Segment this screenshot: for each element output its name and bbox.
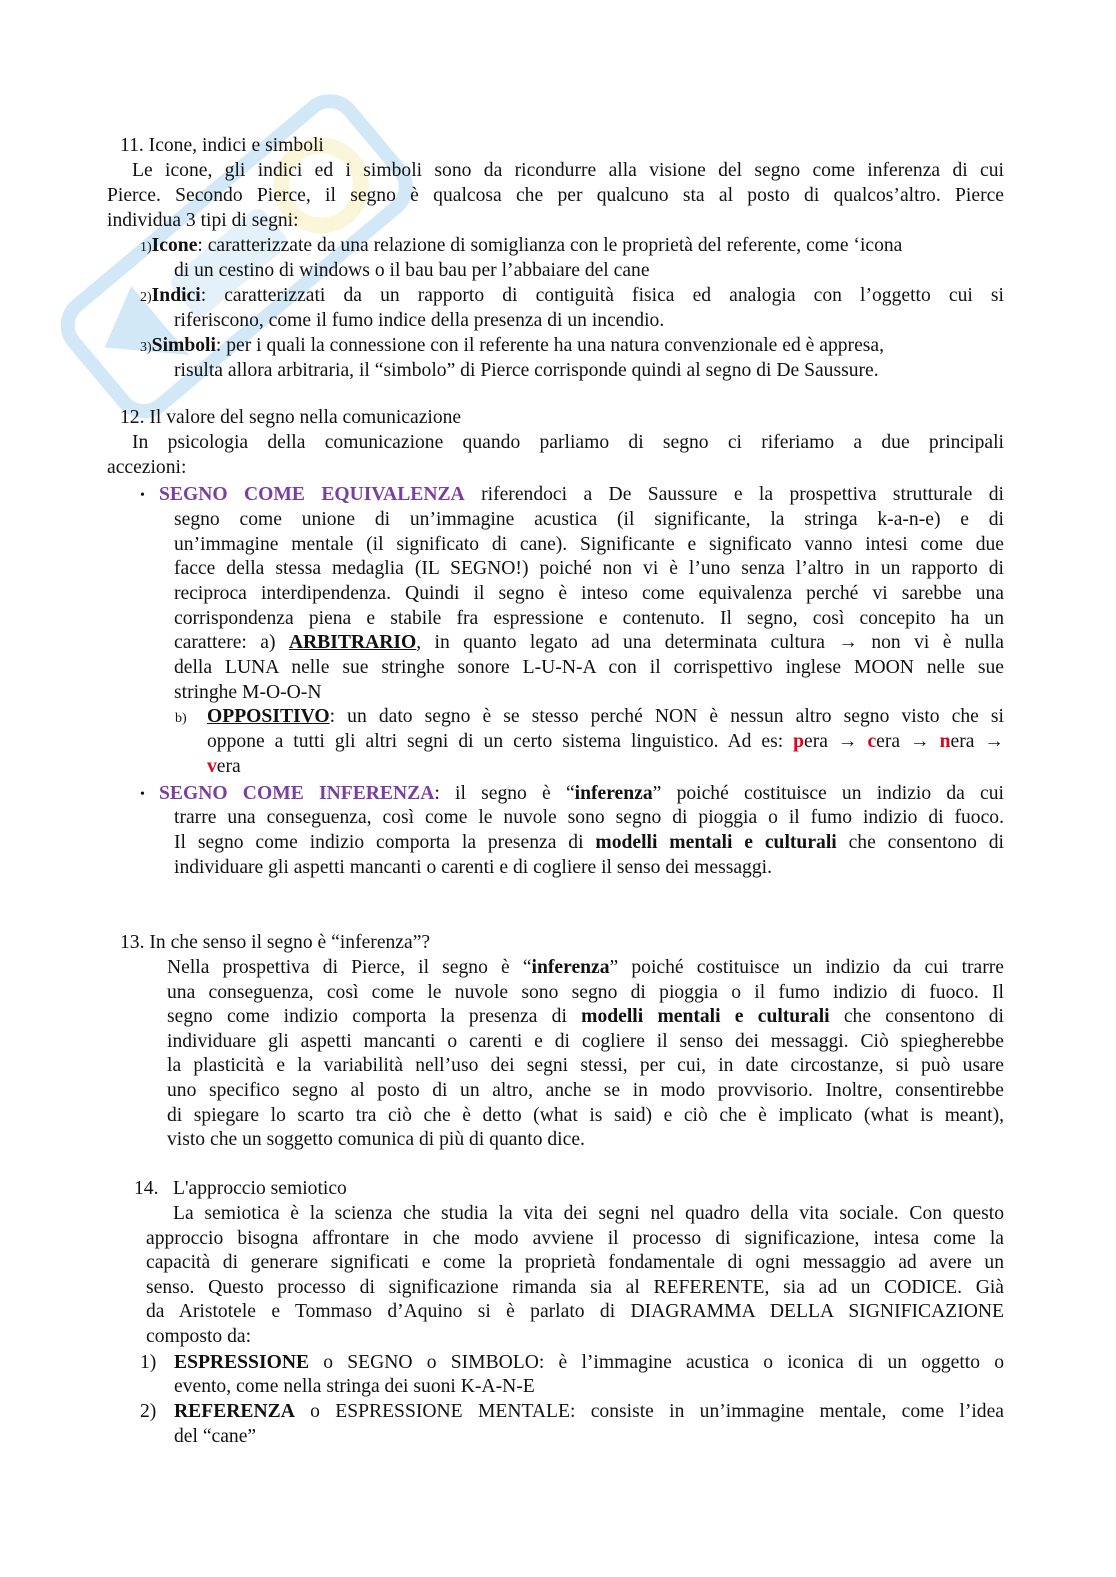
bullet-text-line: trarre una conseguenza, così come le nuvole sono segno di pioggia o il fumo indizio di fuoco.: [174, 807, 1004, 828]
oppositivo-line: [207, 705, 1004, 730]
sec11-paragraph-line: Le icone, gli indici ed i simboli sono da ricondurre alla visione del segno come inferenza di cui: [132, 160, 1004, 181]
section-12-heading: 12. Il valore del segno nella comunicazione: [120, 407, 462, 428]
bullet-text: Il segno come indizio comporta la presenza di: [174, 832, 596, 853]
bullet-text-line: facce della stessa medaglia (IL SEGNO!) poiché non vi è l’uno senza l’altro in un rapporto di: [174, 558, 1004, 579]
list-item-continuation: di un cestino di windows o il bau bau per l’abbaiare del cane: [174, 260, 650, 281]
list-item-simboli: [140, 334, 884, 361]
bullet-text-line: stringhe M-O-O-N: [174, 682, 322, 703]
term-referenza: REFERENZA: [174, 1401, 295, 1422]
oppositivo-example-line: [207, 755, 241, 780]
bullet-text: , in quanto legato ad una determinata cultura → non vi è nulla: [416, 632, 1004, 653]
sec11-paragraph-line: individua 3 tipi di segni:: [107, 210, 299, 231]
bullet-point: •: [140, 488, 145, 503]
example-word: era →: [876, 731, 940, 752]
oppositivo-example-line: [207, 730, 1004, 755]
sec13-text: segno come indizio comporta la presenza di: [167, 1006, 582, 1027]
list-text: o SEGNO o SIMBOLO: è l’immagine acustica o iconica di un oggetto o: [309, 1352, 1004, 1373]
bullet-text: che consentono di: [836, 832, 1005, 853]
bullet-text-line: della LUNA nelle sue stringhe sonore L-U-N-A con il corrispettivo inglese MOON nelle sue: [174, 657, 1004, 678]
list-text: : caratterizzate da una relazione di somiglianza con le proprietà del referente, come ‘icona: [197, 235, 903, 256]
bullet-text-line: [174, 631, 1004, 656]
example-word: era →: [804, 731, 868, 752]
bullet-text: carattere: a): [174, 632, 289, 653]
sec13-text: che consentono di: [829, 1006, 1004, 1027]
list-item-continuation: evento, come nella stringa dei suoni K-A-N-E: [174, 1376, 535, 1397]
bullet-text: : il segno è “: [434, 783, 575, 804]
sec12-paragraph-line: accezioni:: [107, 457, 187, 478]
bullet-text: oppone a tutti gli altri segni di un certo sistema linguistico. Ad es:: [207, 731, 794, 752]
sec14-line: senso. Questo processo di significazione rimanda sia al REFERENTE, sia ad un CODICE. Già: [146, 1277, 1004, 1298]
term-inferenza: inferenza: [574, 783, 653, 804]
bullet-text-line: segno come unione di un’immagine acustica (il significante, la stringa k-a-n-e) e di: [174, 509, 1004, 530]
list-number: 2): [140, 290, 152, 305]
list-number: 1): [140, 1352, 157, 1373]
list-item-continuation: risulta allora arbitraria, il “simbolo” di Pierce corrisponde quindi al segno di De Saussure.: [174, 360, 879, 381]
example-letter-n: n: [939, 731, 951, 752]
section-11-heading: 11. Icone, indici e simboli: [120, 135, 324, 156]
bullet-text-line: reciproca interdipendenza. Quindi il segno è inteso come equivalenza perché vi sarebbe una: [174, 583, 1004, 604]
term-inferenza: inferenza: [531, 957, 610, 978]
term-modelli-mentali: modelli mentali e culturali: [595, 832, 837, 853]
term-oppositivo: OPPOSITIVO: [207, 706, 330, 727]
term-arbitrario: ARBITRARIO: [288, 632, 417, 653]
term-segno-equivalenza: SEGNO COME EQUIVALENZA: [159, 484, 465, 505]
sec13-text: Nella prospettiva di Pierce, il segno è “: [167, 957, 532, 978]
example-letter-v: v: [207, 756, 217, 777]
term-espressione: ESPRESSIONE: [174, 1352, 310, 1373]
sec13-line: una conseguenza, così come le nuvole sono segno di pioggia o il fumo indizio di fuoco. Il: [167, 982, 1004, 1003]
sec13-text: ” poiché costituisce un indizio da cui trarre: [609, 957, 1004, 978]
list-item-continuation: del “cane”: [174, 1426, 257, 1447]
sec13-line: individuare gli aspetti mancanti o carenti e di cogliere il senso dei messaggi. Ciò spiegherebbe: [167, 1031, 1004, 1052]
sec13-line: di spiegare lo scarto tra ciò che è detto (what is said) e ciò che è implicato (what is meant),: [167, 1105, 1004, 1126]
list-item-referenza: [174, 1400, 1004, 1425]
bullet-text: riferendoci a De Saussure e la prospettiva strutturale di: [464, 484, 1005, 505]
bullet-text-line: un’immagine mentale (il significato di cane). Significante e significato vanno intesi come due: [174, 534, 1004, 555]
list-text: : per i quali la connessione con il referente ha una natura convenzionale ed è appresa,: [215, 335, 884, 356]
list-text: : caratterizzati da un rapporto di contiguità fisica ed analogia con l’oggetto cui si: [200, 285, 1004, 306]
sec13-line: [167, 1005, 1004, 1030]
term-icone: Icone: [151, 235, 198, 256]
list-item-espressione: [174, 1351, 1004, 1376]
sec14-line: La semiotica è la scienza che studia la vita dei segni nel quadro della vita sociale. Con questo: [173, 1203, 1004, 1224]
sec11-paragraph-line: Pierce. Secondo Pierce, il segno è qualcosa che per qualcuno sta al posto di qualcos’altro. Pierce: [107, 185, 1004, 206]
sub-list-letter: b): [175, 711, 187, 726]
sec14-line: da Aristotele e Tommaso d’Aquino si è parlato di DIAGRAMMA DELLA SIGNIFICAZIONE: [146, 1301, 1004, 1322]
sec13-line: la plasticità e la variabilità nell’uso dei segni stessi, per cui, in date circostanze, si può usare: [167, 1055, 1004, 1076]
example-word: era →: [950, 731, 1005, 752]
sec14-line: capacità di generare significati e come la proprietà fondamentale di ogni messaggio ad avere un: [146, 1252, 1004, 1273]
bullet-point: •: [140, 787, 145, 802]
list-text: o ESPRESSIONE MENTALE: consiste in un’immagine mentale, come l’idea: [294, 1401, 1004, 1422]
section-14-number: 14.: [134, 1178, 159, 1199]
term-simboli: Simboli: [151, 335, 216, 356]
sec13-line: visto che un soggetto comunica di più di quanto dice.: [167, 1129, 585, 1150]
sec14-line: composto da:: [146, 1326, 252, 1347]
term-modelli-mentali: modelli mentali e culturali: [581, 1006, 830, 1027]
section-13-heading: 13. In che senso il segno è “inferenza”?: [120, 932, 431, 953]
list-item-continuation: riferiscono, come il fumo indice della presenza di un incendio.: [174, 310, 665, 331]
sec13-line: uno specifico segno al posto di un altro, anche se in modo provvisorio. Inoltre, consentirebbe: [167, 1080, 1004, 1101]
term-indici: Indici: [151, 285, 201, 306]
sec13-line: [167, 956, 1004, 981]
bullet-text: ” poiché costituisce un indizio da cui: [652, 783, 1004, 804]
example-letter-p: p: [793, 731, 805, 752]
bullet-text-line: [174, 831, 1004, 856]
bullet-inferenza-line: [159, 782, 1004, 807]
bullet-text-line: corrispondenza piena e stabile fra espressione e contenuto. Il segno, così concepito ha un: [174, 608, 1004, 629]
example-letter-c: c: [867, 731, 877, 752]
sec12-paragraph-line: In psicologia della comunicazione quando parliamo di segno ci riferiamo a due principali: [132, 432, 1004, 453]
bullet-text-line: individuare gli aspetti mancanti o carenti e di cogliere il senso dei messaggi.: [174, 857, 772, 878]
list-item-icone: [140, 234, 902, 261]
bullet-equivalenza-line: [159, 483, 1004, 508]
list-number: 2): [140, 1401, 157, 1422]
section-14-heading: L'approccio semiotico: [173, 1178, 347, 1199]
term-segno-inferenza: SEGNO COME INFERENZA: [159, 783, 435, 804]
sec14-line: approccio bisogna affrontare in che modo avviene il processo di significazione, intesa come la: [146, 1228, 1004, 1249]
bullet-text: : un dato segno è se stesso perché NON è nessun altro segno visto che si: [329, 706, 1004, 727]
list-item-indici: [140, 284, 1004, 311]
list-number: 3): [140, 340, 152, 355]
example-word: era: [216, 756, 241, 777]
list-number: 1): [140, 240, 152, 255]
